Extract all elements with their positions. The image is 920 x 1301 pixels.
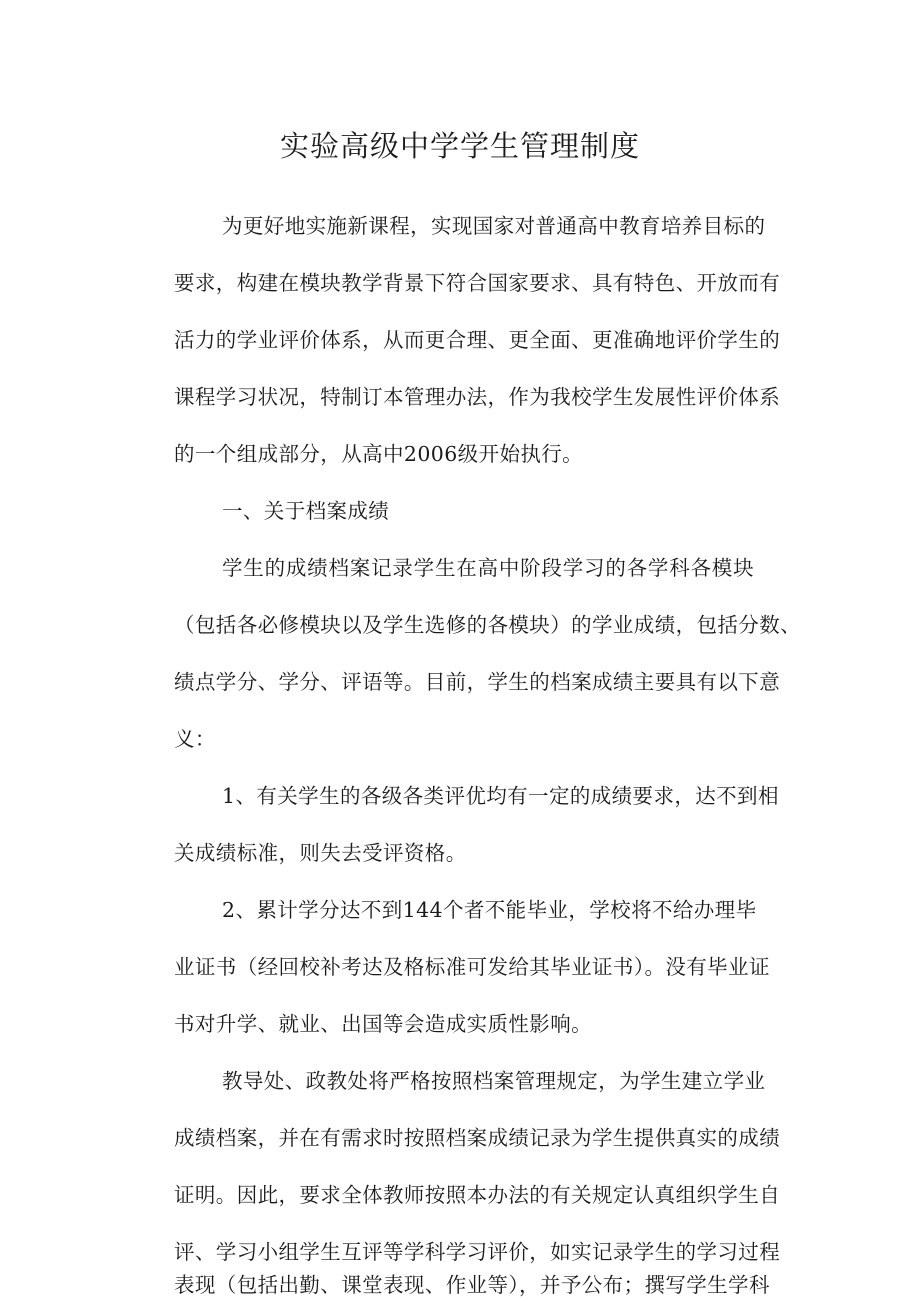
closing-line-3: 证明。因此，要求全体教师按照本办法的有关规定认真组织学生自 bbox=[174, 1183, 781, 1207]
section-heading: 一、关于档案成绩 bbox=[222, 499, 390, 523]
section-para-line-2: （包括各必修模块以及学生选修的各模块）的学业成绩，包括分数、 bbox=[174, 613, 801, 637]
closing-line-2: 成绩档案，并在有需求时按照档案成绩记录为学生提供真实的成绩 bbox=[174, 1126, 781, 1150]
document-title: 实验高级中学学生管理制度 bbox=[279, 129, 640, 163]
section-para-line-3: 绩点学分、学分、评语等。目前，学生的档案成绩主要具有以下意 bbox=[174, 670, 781, 694]
intro-line-2: 要求，构建在模块教学背景下符合国家要求、具有特色、开放而有 bbox=[174, 271, 781, 295]
intro-line-3: 活力的学业评价体系，从而更合理、更全面、更准确地评价学生的 bbox=[174, 328, 781, 352]
item-2-line-3: 书对升学、就业、出国等会造成实质性影响。 bbox=[174, 1012, 592, 1036]
closing-line-5: 表现（包括出勤、课堂表现、作业等），并予公布；撰写学生学科 bbox=[174, 1273, 770, 1297]
item-2-line-1: 2、累计学分达不到144个者不能毕业，学校将不给办理毕 bbox=[222, 898, 757, 922]
closing-line-4: 评、学习小组学生互评等学科学习评价，如实记录学生的学习过程 bbox=[174, 1240, 781, 1264]
item-1-line-1: 1、有关学生的各级各类评优均有一定的成绩要求，达不到相 bbox=[222, 784, 779, 808]
intro-line-1: 为更好地实施新课程，实现国家对普通高中教育培养目标的 bbox=[222, 214, 766, 238]
item-2-line-2: 业证书（经回校补考达及格标准可发给其毕业证书）。没有毕业证 bbox=[174, 955, 770, 979]
section-para-line-4: 义： bbox=[174, 727, 216, 751]
closing-line-1: 教导处、政教处将严格按照档案管理规定，为学生建立学业 bbox=[222, 1069, 766, 1093]
intro-line-4: 课程学习状况，特制订本管理办法，作为我校学生发展性评价体系 bbox=[174, 385, 781, 409]
intro-line-5: 的一个组成部分，从高中2006级开始执行。 bbox=[174, 442, 584, 466]
item-1-line-2: 关成绩标准，则失去受评资格。 bbox=[174, 841, 467, 865]
section-para-line-1: 学生的成绩档案记录学生在高中阶段学习的各学科各模块 bbox=[222, 556, 754, 580]
